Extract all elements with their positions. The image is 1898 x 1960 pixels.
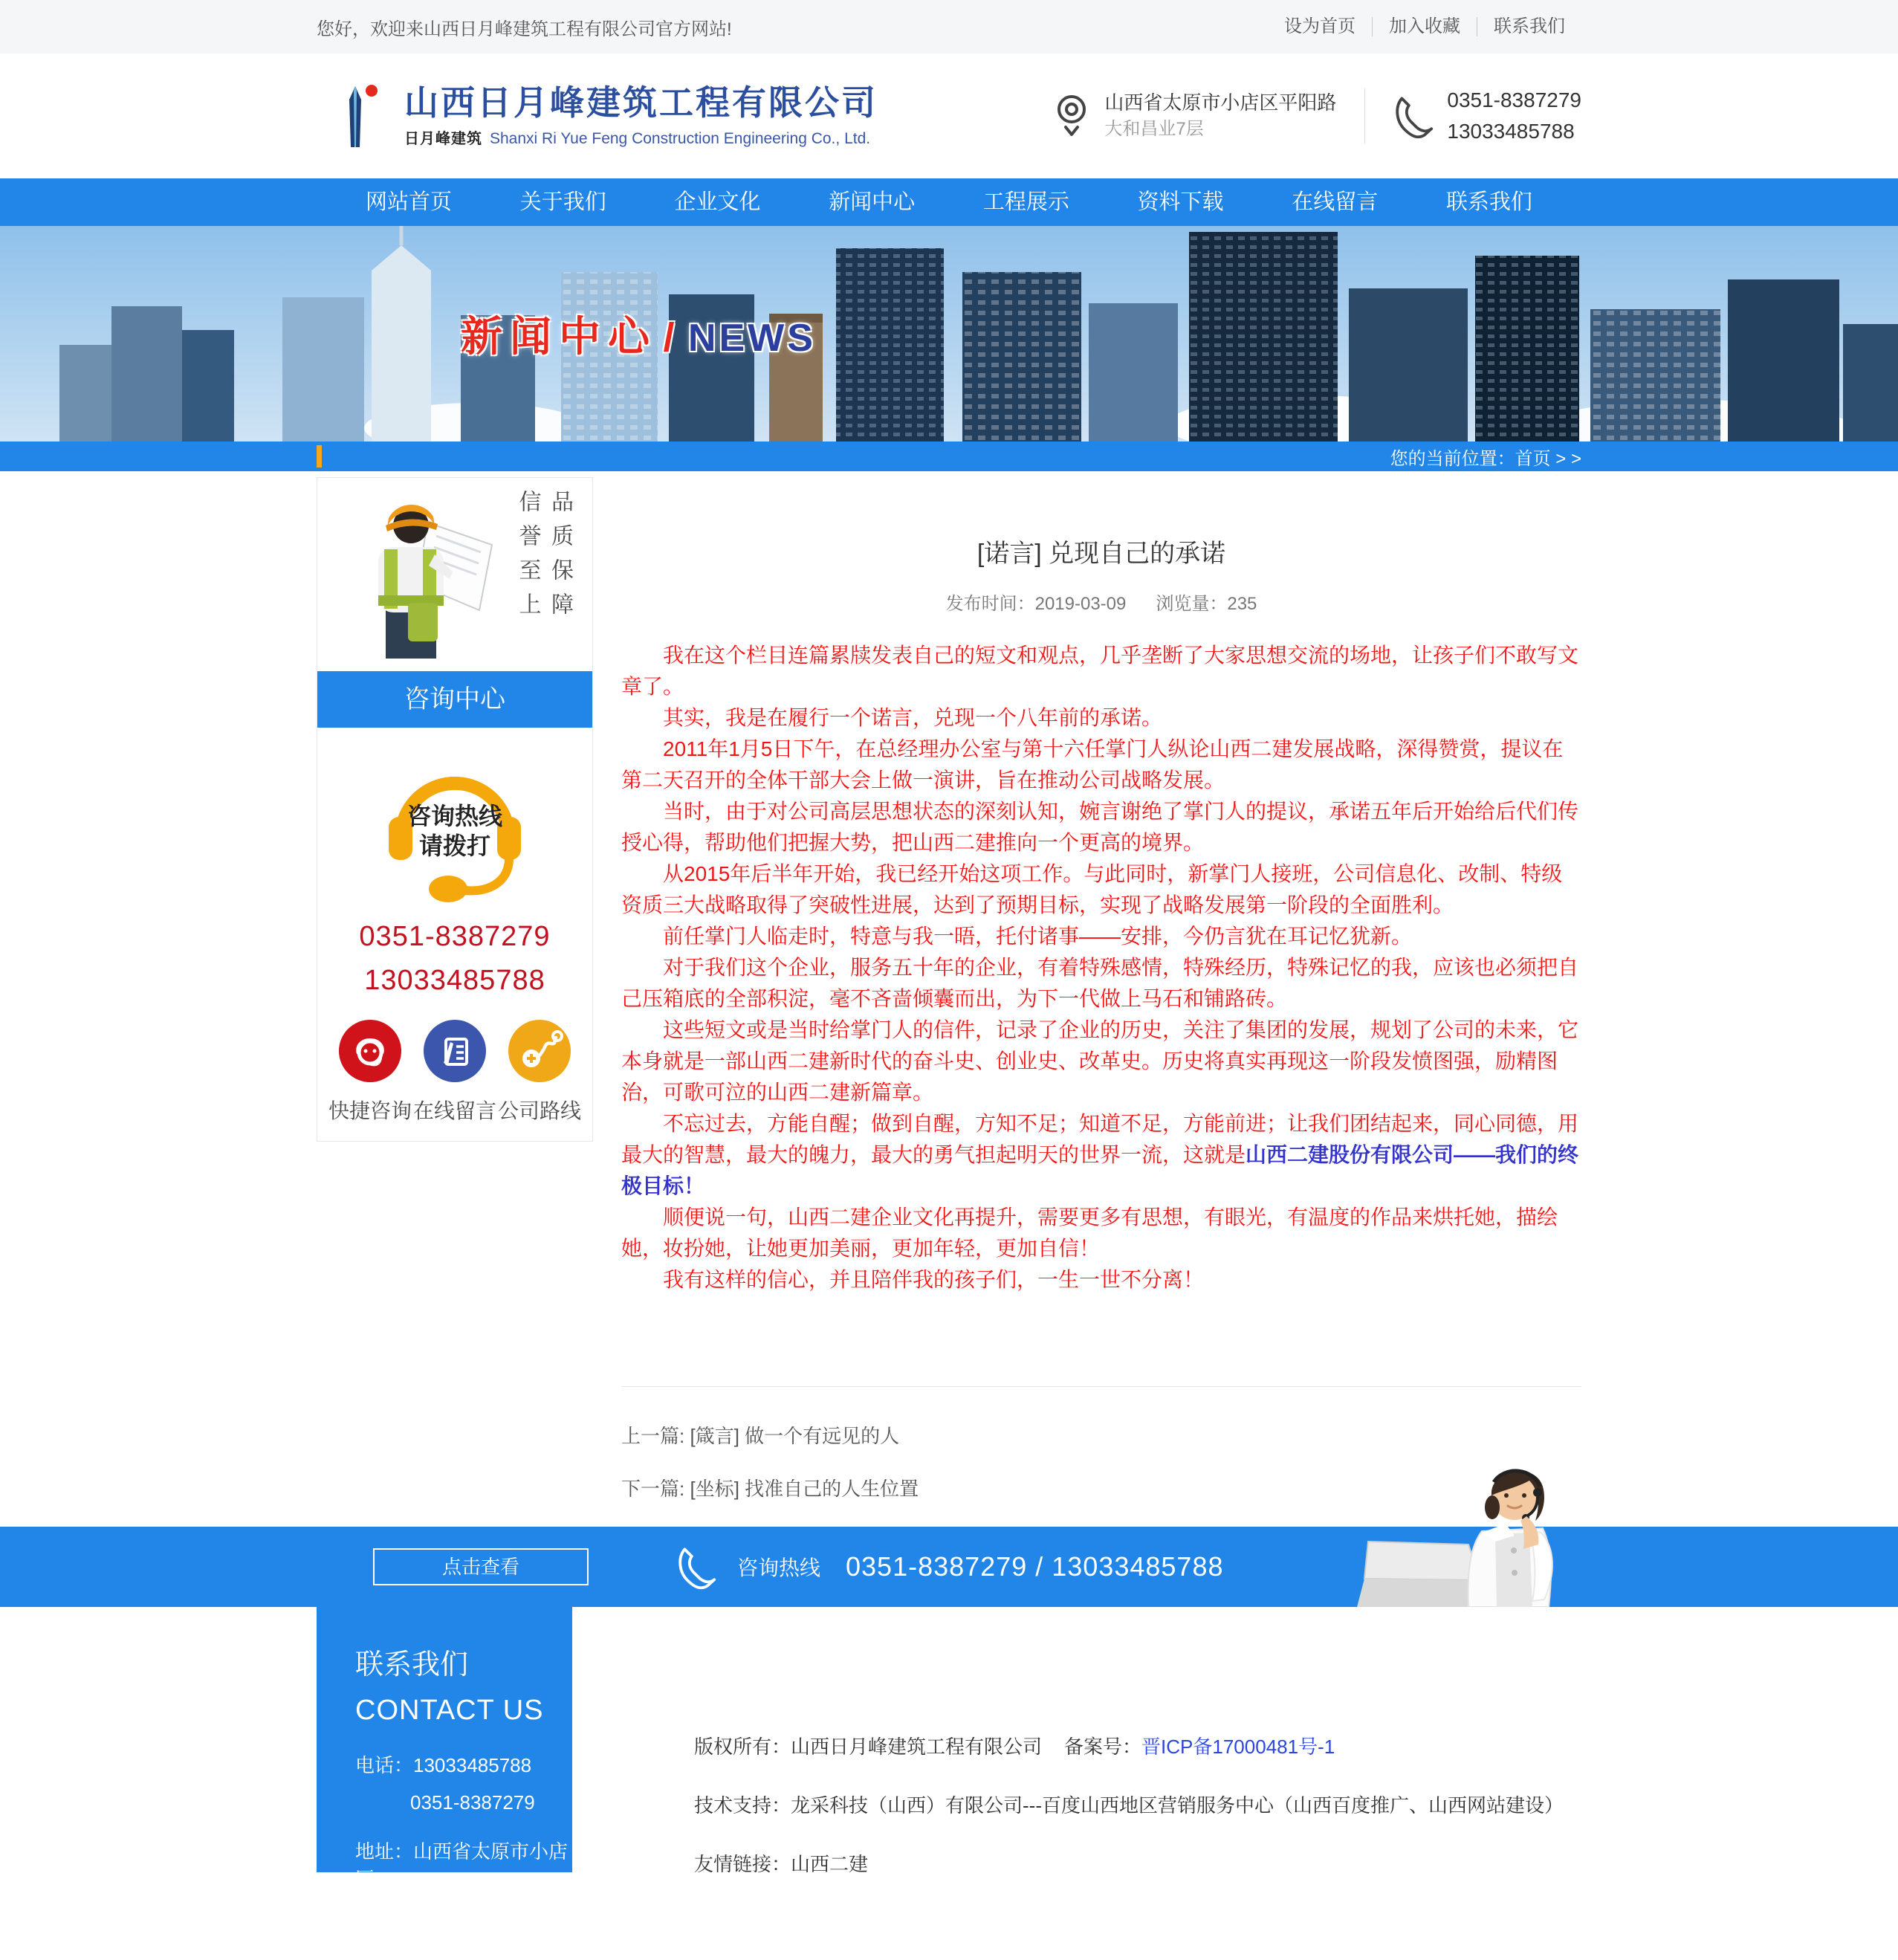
nav-item-message[interactable]: 在线留言 — [1292, 190, 1379, 214]
header-phones — [1447, 85, 1581, 147]
header-phone-1: 0351-8387279 — [1447, 88, 1581, 111]
quick-consult-label: 快捷咨询 — [328, 1099, 412, 1123]
nav-item-about[interactable]: 关于我们 — [519, 190, 606, 214]
prev-label: 上一篇: — [621, 1424, 685, 1447]
sidebar-phone-2: 13033485788 — [364, 965, 545, 997]
address-line2: 大和昌业7层 — [1104, 119, 1204, 140]
slogan-col-left: 信誉至上 — [515, 490, 540, 627]
location-pin-icon — [1051, 91, 1092, 140]
views-value: 235 — [1227, 593, 1257, 614]
news-article — [621, 477, 1581, 1527]
set-homepage-link[interactable]: 设为首页 — [1284, 16, 1356, 36]
friend-links-label: 友情链接： — [694, 1852, 791, 1875]
online-message-button[interactable] — [413, 1020, 496, 1125]
band-phone-icon — [676, 1542, 718, 1591]
company-route-button[interactable] — [498, 1020, 581, 1125]
footer-contact-panel — [317, 1607, 572, 1959]
logo-text — [404, 84, 878, 148]
footer-addr-label: 地址： — [355, 1840, 414, 1863]
footer-addr-2: 平阳路大和昌业7层 — [410, 1908, 557, 1959]
banner-title-cn: 新闻中心 — [461, 313, 657, 360]
nav-item-projects[interactable]: 工程展示 — [982, 190, 1069, 214]
logo[interactable] — [317, 74, 878, 158]
footer-tel-2: 0351-8387279 — [410, 1791, 535, 1814]
article-paragraph: 我在这个栏目连篇累牍发表自己的短文和观点，几乎垄断了大家思想交流的场地，让孩子们不敢写文章了。 — [621, 643, 1579, 698]
icp-label: 备案号： — [1064, 1735, 1142, 1758]
header-divider — [1364, 88, 1365, 143]
customer-service-icon — [339, 1020, 401, 1082]
main-nav — [0, 178, 1898, 226]
phone-icon — [1393, 91, 1435, 140]
banner-separator: / — [663, 315, 675, 360]
article-title: [诺言] 兑现自己的承诺 — [976, 539, 1226, 568]
banner-caption — [461, 304, 816, 363]
tech-support-value: 龙采科技（山西）有限公司---百度山西地区营销服务中心（山西百度推广、山西网站建设） — [791, 1794, 1564, 1817]
tech-support-label: 技术支持： — [694, 1794, 791, 1817]
slogan-col-right: 品质保障 — [548, 490, 572, 627]
article-divider — [621, 1386, 1581, 1387]
company-route-label: 公司路线 — [497, 1099, 581, 1123]
band-hotline-numbers: 0351-8387279 / 13033485788 — [846, 1550, 1224, 1582]
article-paragraph: 顺便说一句，山西二建企业文化再提升，需要更多有思想，有眼光，有温度的作品来烘托她，描绘她，妆扮她，让她更加美丽，更加年轻，更加自信！ — [621, 1205, 1558, 1260]
nav-item-home[interactable]: 网站首页 — [366, 190, 453, 214]
quick-links — [317, 1000, 592, 1141]
friend-link-sxej[interactable]: 山西二建 — [791, 1852, 869, 1875]
article-body — [621, 640, 1581, 1296]
friend-links-line — [694, 1849, 1564, 1877]
construction-worker-image — [340, 484, 499, 659]
topbar-links — [1268, 17, 1581, 36]
topbar — [0, 0, 1898, 54]
footer-tel-line — [355, 1750, 572, 1778]
publish-time-value: 2019-03-09 — [1034, 593, 1127, 614]
prev-article-link[interactable]: [箴言] 做一个有远见的人 — [690, 1424, 900, 1447]
breadcrumb-home-link[interactable]: 首页 — [1515, 448, 1551, 469]
welcome-text: 您好，欢迎来山西日月峰建筑工程有限公司官方网站! — [317, 19, 732, 39]
icp-link[interactable]: 晋ICP备17000481号-1 — [1141, 1735, 1335, 1758]
footer — [0, 1607, 1898, 1959]
footer-tel-1: 13033485788 — [413, 1753, 532, 1776]
breadcrumb-arrows: > > — [1555, 448, 1581, 469]
nav-item-culture[interactable]: 企业文化 — [674, 190, 761, 214]
article-paragraph: 前任掌门人临走时，特意与我一晤，托付诸事——安排，今仍言犹在耳记忆犹新。 — [663, 924, 1413, 948]
message-pen-icon — [424, 1020, 486, 1082]
band-hotline-label: 咨询热线 — [737, 1556, 821, 1579]
logo-subtitle-cn: 日月峰建筑 — [404, 130, 482, 147]
article-paragraph: 不忘过去，方能自醒；做到自醒，方知不足；知道不足，方能前进；让我们团结起来，同心同德，用最大的智慧，最大的魄力，最大的勇气担起明天的世界一流，这就是山西二建股份有限公司——我们的终极目标！ — [621, 1111, 1579, 1197]
nav-item-downloads[interactable]: 资料下载 — [1137, 190, 1224, 214]
footer-tel-label: 电话： — [355, 1753, 414, 1776]
footer-addr-line — [355, 1837, 572, 1892]
footer-contact-title-cn: 联系我们 — [355, 1649, 469, 1681]
copyright-label: 版权所有： — [694, 1735, 791, 1758]
logo-icon — [317, 74, 394, 158]
consult-center-title: 咨询中心 — [317, 671, 592, 728]
cta-band — [0, 1527, 1898, 1607]
header-phone-2: 13033485788 — [1447, 120, 1575, 143]
header — [0, 54, 1898, 178]
banner-title-en: NEWS — [687, 317, 816, 360]
views-label: 浏览量： — [1156, 593, 1228, 614]
copyright-line — [694, 1732, 1564, 1759]
contact-us-link[interactable]: 联系我们 — [1477, 17, 1581, 36]
nav-item-contact[interactable]: 联系我们 — [1445, 190, 1532, 214]
header-address — [1104, 89, 1336, 143]
article-paragraph: 当时，由于对公司高层思想状态的深刻认知，婉言谢绝了掌门人的提议，承诺五年后开始给后代们传授心得，帮助他们把握大势，把山西二建推向一个更高的境界。 — [621, 799, 1579, 854]
breadcrumb-accent — [317, 445, 322, 468]
city-skyline-image — [0, 226, 1898, 442]
article-paragraph: 从2015年后半年开始，我已经开始这项工作。与此同时，新掌门人接班，公司信息化、改制、特级资质三大战略取得了突破性进展，达到了预期目标，实现了战略发展第一阶段的全面胜利。 — [621, 861, 1563, 916]
article-paragraph: 对于我们这个企业，服务五十年的企业，有着特殊感情，特殊经历，特殊记忆的我，应该也必须把自己压箱底的全部积淀，毫不吝啬倾囊而出，为下一代做上马石和铺路砖。 — [621, 955, 1579, 1010]
view-button[interactable]: 点击查看 — [373, 1548, 589, 1585]
route-icon — [508, 1020, 571, 1082]
breadcrumb — [1390, 444, 1581, 470]
publish-time-label: 发布时间： — [945, 593, 1035, 614]
breadcrumb-bar — [0, 442, 1898, 471]
main-content — [317, 471, 1581, 1527]
sidebar-quality-image — [317, 478, 592, 671]
tech-support-line — [694, 1791, 1564, 1818]
article-meta — [621, 589, 1581, 615]
article-paragraph: 我有这样的信心，并且陪伴我的孩子们，一生一世不分离！ — [663, 1267, 1205, 1291]
next-label: 下一篇: — [621, 1477, 685, 1500]
quick-consult-button[interactable] — [328, 1020, 412, 1125]
article-paragraph: 2011年1月5日下午，在总经理办公室与第十六任掌门人纵论山西二建发展战略，深得赞赏，提议在第二天召开的全体干部大会上做一演讲，旨在推动公司战略发展。 — [621, 737, 1564, 792]
address-line1: 山西省太原市小店区平阳路 — [1104, 91, 1337, 114]
company-name-en: Shanxi Ri Yue Feng Construction Engineering Co., Ltd. — [490, 129, 871, 147]
quality-slogan — [511, 490, 576, 650]
footer-contact-title-en: CONTACT US — [355, 1695, 544, 1727]
online-message-label: 在线留言 — [412, 1099, 496, 1123]
footer-addr-1: 山西省太原市小店区 — [355, 1840, 569, 1890]
hotline-text-line2: 请拨打 — [418, 832, 491, 859]
headset-icon — [369, 748, 540, 905]
sidebar — [317, 477, 593, 1142]
customer-service-woman-image — [1357, 1461, 1580, 1607]
copyright-company: 山西日月峰建筑工程有限公司 — [791, 1735, 1043, 1758]
header-contact — [1051, 85, 1581, 147]
article-paragraph: 这些短文或是当时给掌门人的信件，记录了企业的历史，关注了集团的发展，规划了公司的未来，它本身就是一部山西二建新时代的奋斗史、创业史、改革史。历史将真实再现这一阶段发愤图强，励精图治，可歌可泣的山西二建新篇章。 — [621, 1018, 1579, 1104]
article-paragraph: 其实，我是在履行一个诺言，兑现一个八年前的承诺。 — [663, 705, 1163, 729]
sidebar-phone-1: 0351-8387279 — [359, 921, 551, 952]
nav-item-news[interactable]: 新闻中心 — [829, 190, 916, 214]
company-name-cn: 山西日月峰建筑工程有限公司 — [404, 83, 878, 123]
hotline-graphic — [317, 728, 592, 913]
footer-info — [694, 1732, 1564, 1908]
news-banner — [0, 226, 1898, 442]
add-favorite-link[interactable]: 加入收藏 — [1372, 17, 1477, 36]
next-article-link[interactable]: [坐标] 找准自己的人生位置 — [690, 1477, 919, 1500]
hotline-text-line1: 咨询热线 — [407, 803, 503, 829]
prev-article — [621, 1421, 1581, 1449]
breadcrumb-label: 您的当前位置： — [1390, 448, 1515, 469]
